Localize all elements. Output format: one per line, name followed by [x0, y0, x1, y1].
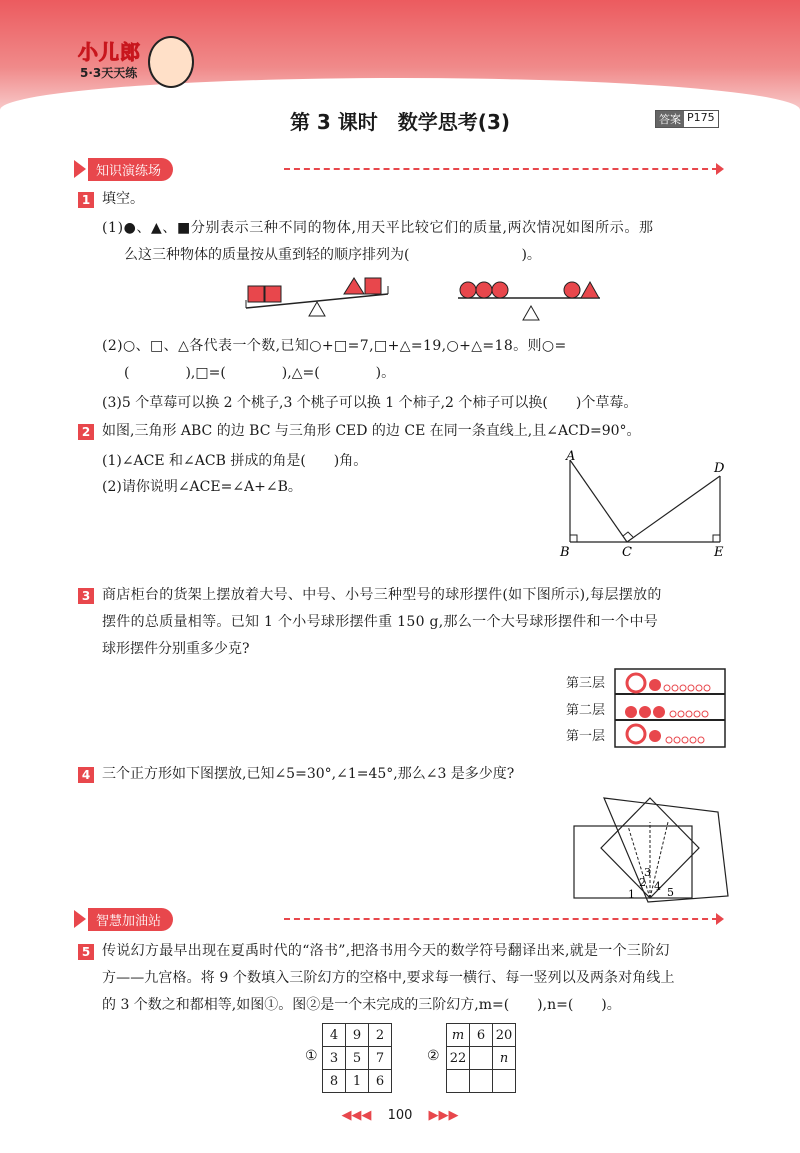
logo-title: 小儿郎 — [78, 40, 141, 64]
ms2-cell: 20 — [493, 1024, 516, 1047]
question-number: 2 — [78, 424, 94, 440]
question-number: 4 — [78, 767, 94, 783]
q1-part1-line1: (1)●、▲、■分别表示三种不同的物体,用天平比较它们的质量,两次情况如图所示。那 — [102, 220, 654, 236]
prev-arrows-icon: ◀◀◀ — [341, 1108, 372, 1123]
q2-stem: 如图,三角形 ABC 的边 BC 与三角形 CED 的边 CE 在同一条直线上,且∠ACD=90°。 — [102, 423, 641, 439]
q2-part2: (2)请你说明∠ACE=∠A+∠B。 — [102, 479, 302, 495]
ms1-cell: 1 — [346, 1070, 369, 1093]
ms2-cell — [493, 1070, 516, 1093]
label-d: D — [714, 461, 725, 476]
label-a: A — [566, 449, 576, 464]
answer-reference — [655, 110, 719, 128]
label-c: C — [622, 545, 632, 560]
shelf-label-2: 第二层 — [566, 703, 606, 718]
shelf-label-3: 第三层 — [566, 676, 606, 691]
ms2-cell: 6 — [470, 1024, 493, 1047]
magic-square-2 — [446, 1023, 516, 1093]
ms1-cell: 6 — [369, 1070, 392, 1093]
ms2-cell — [447, 1070, 470, 1093]
next-arrows-icon: ▶▶▶ — [428, 1108, 459, 1123]
mascot-icon — [148, 36, 194, 88]
section-wisdom-label: 智慧加油站 — [88, 908, 173, 931]
q1-stem: 填空。 — [102, 191, 144, 207]
q5-line3: 的 3 个数之和都相等,如图①。图②是一个未完成的三阶幻方,m=( ),n=( )。 — [102, 997, 621, 1013]
label-b: B — [560, 545, 570, 560]
angle-label-3: 3 — [644, 866, 651, 879]
q1-part1-line2: 么这三种物体的质量按从重到轻的顺序排列为( )。 — [124, 247, 541, 263]
label-e: E — [714, 545, 724, 560]
ms1-cell: 2 — [369, 1024, 392, 1047]
q5-line2: 方——九宫格。将 9 个数填入三阶幻方的空格中,要求每一横行、每一竖列以及两条对角线上 — [102, 970, 675, 986]
q1-part2-line2: ( ),□=( ),△=( )。 — [124, 365, 396, 381]
q3-line1: 商店柜台的货架上摆放着大号、中号、小号三种型号的球形摆件(如下图所示),每层摆放的 — [102, 587, 662, 603]
angle-label-2: 2 — [639, 876, 646, 889]
ms1-cell: 3 — [323, 1047, 346, 1070]
answer-tag: 答案 — [656, 111, 684, 127]
ms1-cell: 8 — [323, 1070, 346, 1093]
answer-page: P175 — [687, 111, 715, 124]
section-wisdom-header — [74, 908, 794, 930]
q3-line3: 球形摆件分别重多少克? — [102, 641, 250, 657]
figure-1-label: ① — [305, 1048, 318, 1064]
logo-subtitle: 5·3天天练 — [80, 66, 138, 80]
section-practice-header — [74, 158, 794, 180]
angle-label-5: 5 — [667, 886, 674, 899]
squares-figure — [568, 792, 734, 906]
ms1-cell: 9 — [346, 1024, 369, 1047]
figure-2-label: ② — [427, 1048, 440, 1064]
section-arrow-icon — [74, 160, 86, 178]
question-number: 5 — [78, 944, 94, 960]
balance-right — [458, 282, 600, 320]
q5-line1: 传说幻方最早出现在夏禹时代的“洛书”,把洛书用今天的数学符号翻译出来,就是一个三阶幻 — [102, 943, 670, 959]
brand-logo — [70, 36, 190, 92]
q1-part3: (3)5 个草莓可以换 2 个桃子,3 个桃子可以换 1 个柿子,2 个柿子可以换( )个草莓。 — [102, 395, 638, 411]
balance-figures — [238, 272, 618, 324]
balance-left — [246, 278, 388, 316]
section-divider — [284, 168, 718, 170]
divider-arrow-icon — [716, 913, 724, 925]
q2-part1: (1)∠ACE 和∠ACB 拼成的角是( )角。 — [102, 453, 368, 469]
ms1-cell: 7 — [369, 1047, 392, 1070]
question-number: 3 — [78, 588, 94, 604]
section-arrow-icon — [74, 910, 86, 928]
section-practice-label: 知识演练场 — [88, 158, 173, 181]
ms2-cell — [470, 1047, 493, 1070]
ms2-cell: 22 — [447, 1047, 470, 1070]
ms1-cell: 4 — [323, 1024, 346, 1047]
q1-part2-line1: (2)○、□、△各代表一个数,已知○+□=7,□+△=19,○+△=18。则○= — [102, 338, 567, 354]
ms2-cell — [470, 1070, 493, 1093]
magic-square-1 — [322, 1023, 392, 1093]
page-number: 100 — [387, 1108, 413, 1123]
divider-arrow-icon — [716, 163, 724, 175]
angle-label-4: 4 — [654, 880, 661, 893]
ms2-cell: m — [447, 1024, 470, 1047]
shelf-figure — [614, 668, 728, 750]
angle-label-1: 1 — [628, 888, 635, 901]
ms1-cell: 5 — [346, 1047, 369, 1070]
question-number: 1 — [78, 192, 94, 208]
q3-line2: 摆件的总质量相等。已知 1 个小号球形摆件重 150 g,那么一个大号球形摆件和一个中号 — [102, 614, 659, 630]
triangle-figure — [556, 446, 736, 564]
page-footer — [0, 1108, 800, 1123]
shelf-label-1: 第一层 — [566, 729, 606, 744]
q4-stem: 三个正方形如下图摆放,已知∠5=30°,∠1=45°,那么∠3 是多少度? — [102, 766, 515, 782]
section-divider — [284, 918, 718, 920]
ms2-cell: n — [493, 1047, 516, 1070]
page-title: 第 3 课时 数学思考(3) — [289, 110, 511, 134]
